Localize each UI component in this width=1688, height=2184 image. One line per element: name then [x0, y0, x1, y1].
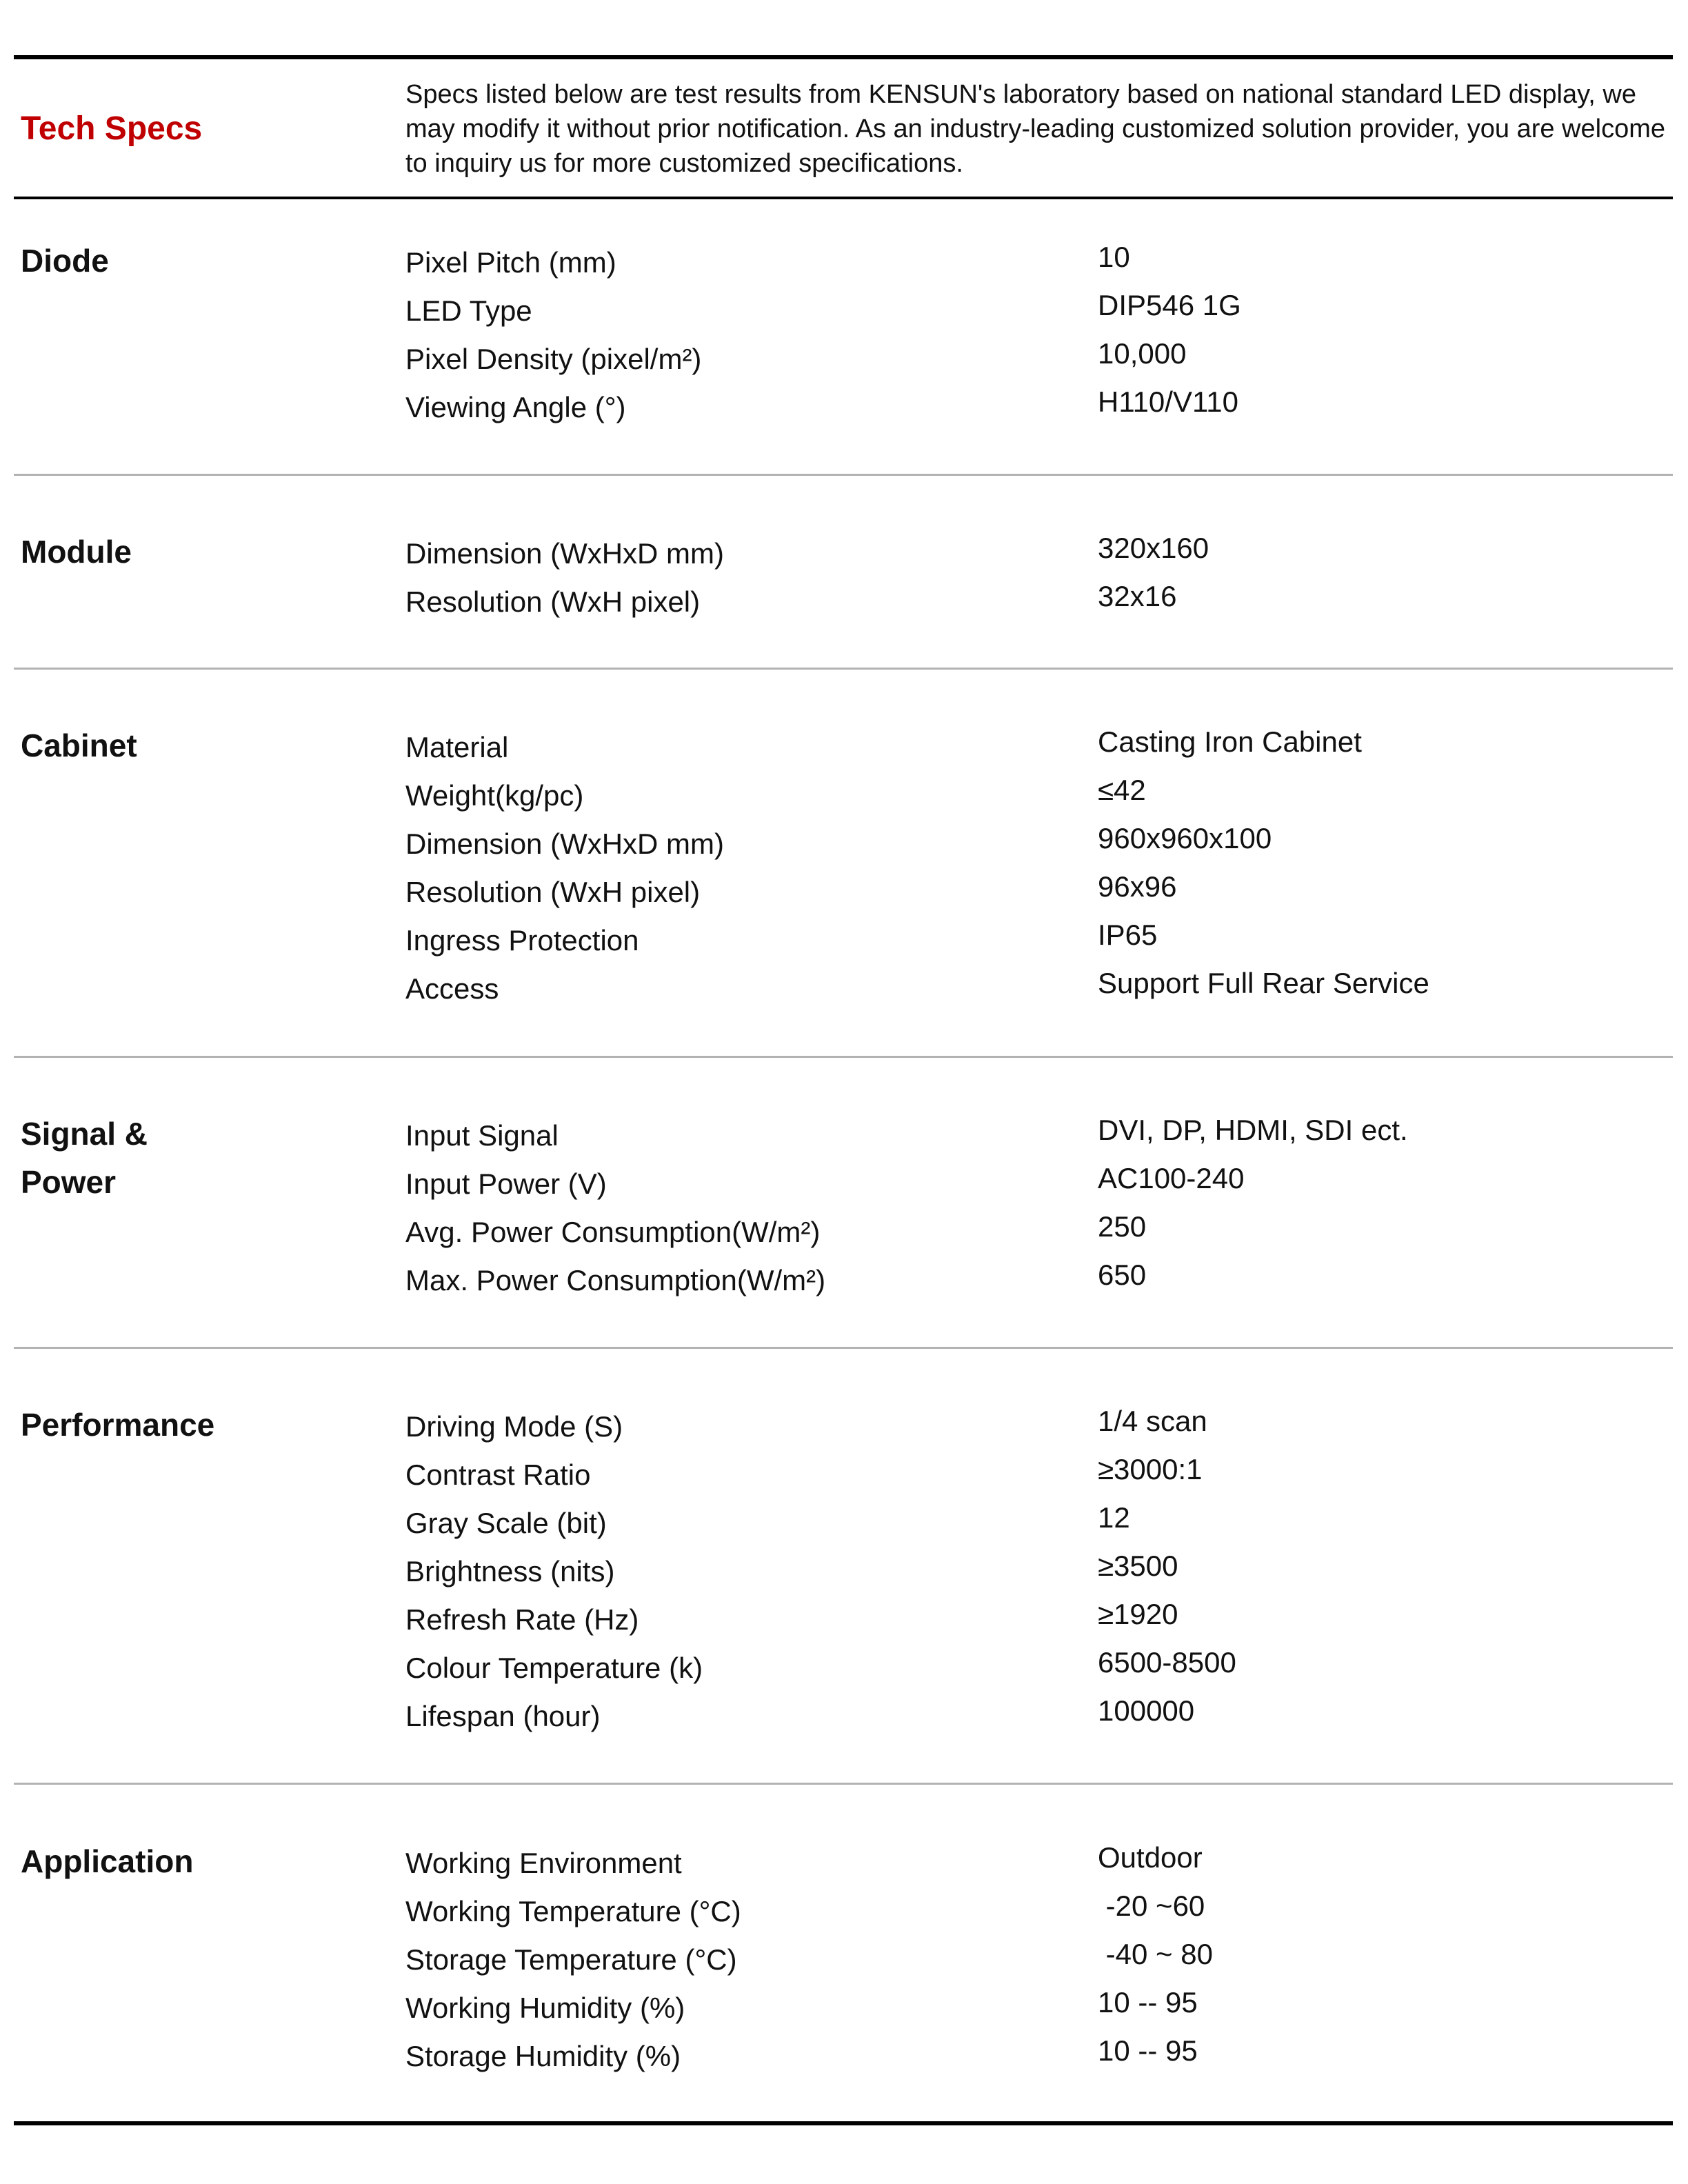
- spec-row: [0, 528, 1688, 576]
- spec-row: [0, 1545, 1688, 1594]
- spec-label: Viewing Angle (°): [405, 391, 626, 423]
- spec-row: [0, 1401, 1688, 1449]
- spec-row: [0, 2030, 1688, 2078]
- section-divider: [14, 1783, 1673, 1785]
- spec-label: Max. Power Consumption(W/m²): [405, 1264, 826, 1296]
- spec-row: [0, 1206, 1688, 1254]
- spec-row: [0, 1594, 1688, 1642]
- section-divider: [14, 668, 1673, 670]
- spec-value: AC100-240: [1098, 1162, 1245, 1194]
- spec-value: 10,000: [1098, 337, 1187, 370]
- spec-label: Pixel Density (pixel/m²): [405, 343, 702, 375]
- spec-row: [0, 1885, 1688, 1934]
- spec-value: Casting Iron Cabinet: [1098, 725, 1362, 758]
- spec-value: DVI, DP, HDMI, SDI ect.: [1098, 1114, 1408, 1146]
- section-divider: [14, 474, 1673, 476]
- spec-label: Storage Temperature (°C): [405, 1943, 737, 1976]
- spec-value: 10 -- 95: [1098, 1986, 1198, 2018]
- spec-value: ≤42: [1098, 774, 1146, 806]
- spec-label: Resolution (WxH pixel): [405, 585, 701, 618]
- section-title: Signal & Power: [21, 1116, 148, 1200]
- section-divider: [14, 1056, 1673, 1058]
- spec-value: -20 ~60: [1098, 1890, 1205, 1922]
- spec-value: 250: [1098, 1210, 1147, 1243]
- spec-row: [0, 914, 1688, 963]
- spec-row: [0, 818, 1688, 866]
- spec-row: [0, 285, 1688, 333]
- spec-label: Gray Scale (bit): [405, 1507, 607, 1539]
- section-title: Module: [21, 534, 132, 570]
- spec-value: 100000: [1098, 1694, 1195, 1727]
- spec-row: [0, 1449, 1688, 1497]
- spec-row: [0, 1982, 1688, 2030]
- spec-value: 6500-8500: [1098, 1646, 1236, 1679]
- spec-label: Working Temperature (°C): [405, 1895, 741, 1927]
- spec-label: Weight(kg/pc): [405, 779, 584, 812]
- spec-value: 960x960x100: [1098, 822, 1272, 854]
- spec-label: Refresh Rate (Hz): [405, 1603, 639, 1636]
- spec-label: Resolution (WxH pixel): [405, 876, 701, 908]
- spec-row: [0, 963, 1688, 1011]
- page-title: Tech Specs: [21, 110, 203, 147]
- spec-value: -40 ~ 80: [1098, 1938, 1213, 1970]
- spec-label: Lifespan (hour): [405, 1700, 601, 1732]
- spec-label: Access: [405, 972, 499, 1005]
- spec-label: Material: [405, 731, 509, 763]
- spec-label: Colour Temperature (k): [405, 1652, 703, 1684]
- spec-value: Outdoor: [1098, 1841, 1203, 1874]
- spec-value: ≥1920: [1098, 1598, 1178, 1630]
- spec-row: [0, 1110, 1688, 1158]
- spec-label: Avg. Power Consumption(W/m²): [405, 1216, 821, 1248]
- spec-row: [0, 866, 1688, 914]
- spec-label: Dimension (WxHxD mm): [405, 537, 724, 570]
- spec-row: [0, 1690, 1688, 1739]
- spec-value: IP65: [1098, 919, 1158, 951]
- spec-label: Input Signal: [405, 1119, 559, 1152]
- section-title: Application: [21, 1843, 194, 1879]
- spec-row: [0, 333, 1688, 381]
- top-rule: [14, 55, 1673, 59]
- spec-value: Support Full Rear Service: [1098, 967, 1429, 999]
- spec-row: [0, 237, 1688, 285]
- spec-row: [0, 1642, 1688, 1690]
- spec-value: ≥3000:1: [1098, 1453, 1203, 1485]
- spec-value: 10 -- 95: [1098, 2034, 1198, 2067]
- spec-row: [0, 721, 1688, 770]
- spec-row: [0, 1158, 1688, 1206]
- spec-label: Working Humidity (%): [405, 1992, 685, 2024]
- spec-label: Input Power (V): [405, 1168, 607, 1200]
- section-title: Performance: [21, 1407, 215, 1443]
- spec-row: [0, 576, 1688, 624]
- spec-row: [0, 1837, 1688, 1885]
- spec-label: Brightness (nits): [405, 1555, 615, 1587]
- spec-label: Storage Humidity (%): [405, 2040, 681, 2072]
- spec-value: 12: [1098, 1501, 1130, 1534]
- spec-value: 32x16: [1098, 580, 1177, 612]
- spec-label: Ingress Protection: [405, 924, 639, 956]
- spec-row: [0, 381, 1688, 430]
- spec-label: Working Environment: [405, 1847, 682, 1879]
- spec-value: 320x160: [1098, 532, 1209, 564]
- spec-row: [0, 1497, 1688, 1545]
- spec-value: ≥3500: [1098, 1550, 1178, 1582]
- bottom-rule: [14, 2121, 1673, 2125]
- spec-value: DIP546 1G: [1098, 289, 1241, 321]
- spec-label: Pixel Pitch (mm): [405, 246, 616, 279]
- intro-description: Specs listed below are test results from KENSUN's laboratory based on national standard LED display, we may modify it without prior notification. As an industry-leading customized solution provider, you are welcome to inquiry us for more customized specifications.: [405, 80, 1665, 178]
- spec-value: 10: [1098, 241, 1130, 273]
- header-rule: [14, 197, 1673, 199]
- section-divider: [14, 1347, 1673, 1349]
- spec-label: Driving Mode (S): [405, 1410, 623, 1443]
- spec-value: 96x96: [1098, 870, 1177, 903]
- section-title: Diode: [21, 243, 109, 279]
- section-title: Cabinet: [21, 728, 137, 763]
- spec-label: LED Type: [405, 294, 532, 327]
- spec-value: 1/4 scan: [1098, 1405, 1207, 1437]
- spec-label: Contrast Ratio: [405, 1459, 591, 1491]
- spec-row: [0, 1254, 1688, 1303]
- spec-value: H110/V110: [1098, 385, 1238, 418]
- spec-label: Dimension (WxHxD mm): [405, 828, 724, 860]
- spec-row: [0, 770, 1688, 818]
- spec-row: [0, 1934, 1688, 1982]
- spec-value: 650: [1098, 1259, 1147, 1291]
